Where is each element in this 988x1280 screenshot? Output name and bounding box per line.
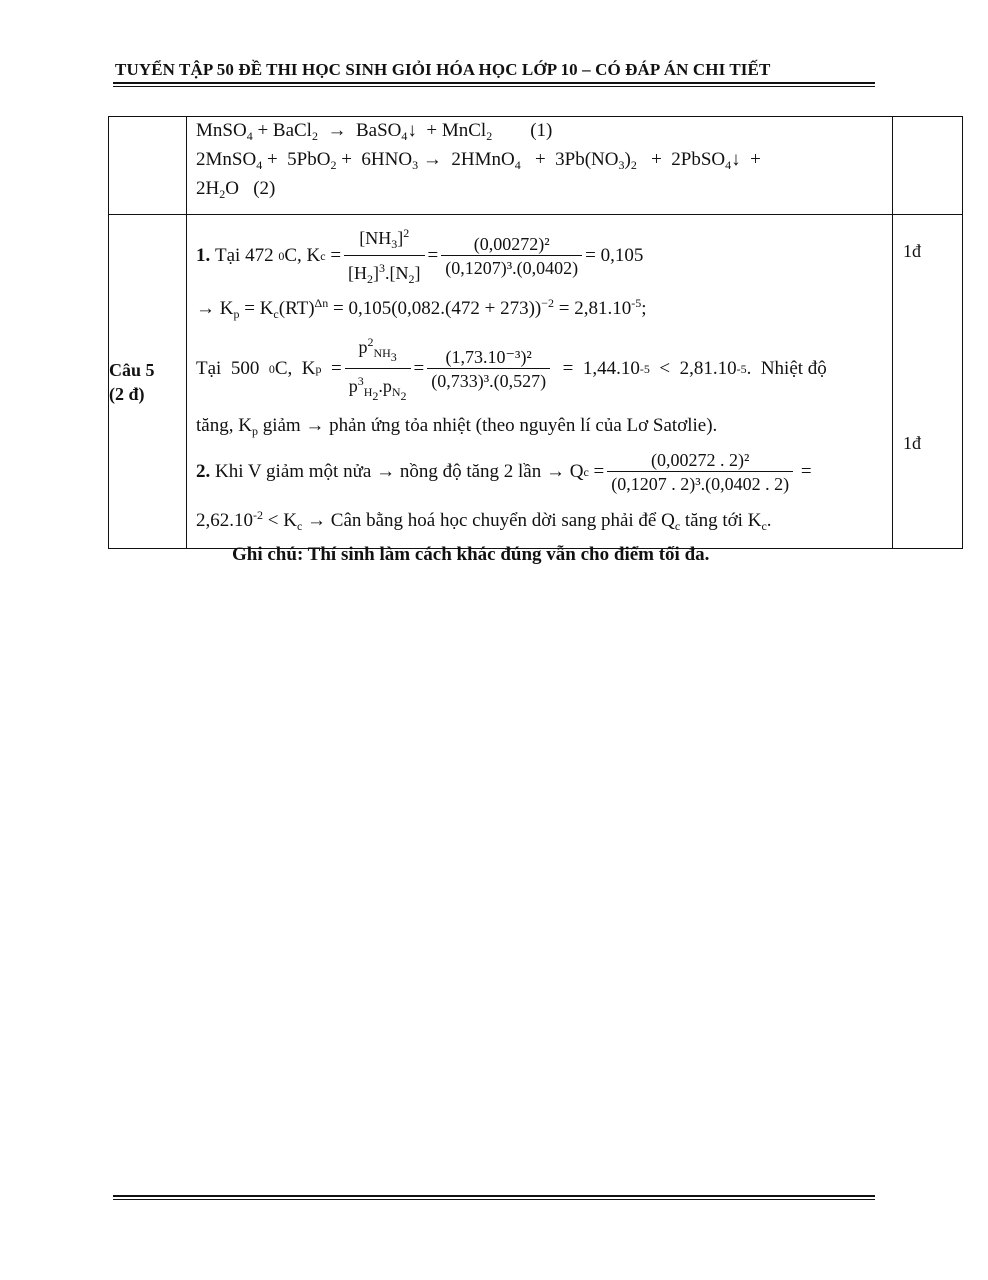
qc-equals: = — [800, 461, 812, 482]
header-rule-thin — [113, 86, 875, 87]
kc-result: = 0,105 — [585, 245, 644, 266]
table-row — [109, 117, 963, 215]
kp-line: → $K_p = K_c(RT)^{\Delta n} = 0,105(0,082.(472 + 273))^{-2} = 2,81.10^{-5}$; — [196, 296, 647, 321]
footnote: Ghi chú: Thí sinh làm cách khác đúng vẫn cho điểm tối đa. — [232, 544, 710, 565]
equation-2: 2MnSO$_4$ + $5PbO_2 + 6HNO_3$ → 2HMnO$_4$ + $3Pb(NO_3)_2$ + 2PbSO$_4$↓ + — [196, 149, 761, 172]
score-cell-empty — [893, 117, 963, 215]
answer-table — [108, 116, 963, 549]
qc-fraction: $\frac{\text{(0,00272 . 2)²}}{\text{(0,1207 . 2)³.(0,0402 . 2)}}$ — [607, 450, 793, 494]
question-points: (2 đ) — [109, 383, 145, 404]
question-label: Câu 5 — [109, 359, 155, 380]
qc-line: 2. Khi V giảm một nửa → nồng độ tăng 2 lần → Q c = $\frac{\text{(0,00272 . 2)²}}{\text{(0,1207 . 2)³.(0,0402 . 2)}}$ = — [196, 450, 812, 494]
question-label-cell — [109, 215, 187, 549]
score-cell — [893, 215, 963, 549]
score-part-1: 1đ — [903, 241, 921, 261]
equation-2-cont: $2H_2O$ (2) — [196, 178, 276, 201]
kc-value-fraction: $\frac{\text{(0,00272)²}}{\text{(0,1207)³.(0,0402)}}$ — [441, 234, 582, 278]
page-header-title: TUYỂN TẬP 50 ĐỀ THI HỌC SINH GIỎI HÓA HỌC LỚP 10 – CÓ ĐÁP ÁN CHI TIẾT — [115, 60, 771, 79]
conclusion-1: tăng, $K_p$ giảm → phản ứng tỏa nhiệt (theo nguyên lí của Lơ Satơlie). — [196, 415, 718, 438]
score-part-2: 1đ — [903, 433, 921, 453]
part-2-number: 2. — [196, 461, 211, 482]
equation-1: MnSO$_4$ + BaCl$_2$ → BaSO$_4$↓ + MnCl$_2$ (1) — [196, 120, 553, 143]
answer-cell — [187, 215, 893, 549]
kp-expression-fraction: $\frac{p^2_{NH_3}}{p^3_{H_2}.p_{N_2}}$ — [345, 332, 411, 406]
kp500-line: Tại 500 0 C, K p = $\frac{p^2_{NH_3}}{p^3_{H_2}.p_{N_2}}$ = $\frac{\text{(1,73.10⁻³)²}}{\text{(0,733)³.(0,527)}}$ = 1,44.10 -5 < 2,81.10 -5 . Nhiệt độ — [196, 332, 892, 406]
footer-rule — [113, 1195, 875, 1197]
answer-cell — [187, 117, 893, 215]
kp-value-fraction: $\frac{\text{(1,73.10⁻³)²}}{\text{(0,733)³.(0,527)}}$ — [427, 347, 550, 391]
conclusion-2: $2,62.10^{-2} < K_c$ → Cân bằng hoá học chuyển dời sang phải để $Q_c$ tăng tới $K_c$. — [196, 508, 772, 533]
footer-rule-thin — [113, 1199, 875, 1200]
question-cell-empty — [109, 117, 187, 215]
table-row — [109, 215, 963, 549]
header-rule — [113, 82, 875, 84]
kc-line: 1. Tại 472 0 C, K c = $\frac{[NH_3]^2}{[H_2]^3.[N_2]}$ = $\frac{\text{(0,00272)²}}{\text{(0,1207)³.(0,0402)}}$ = 0,105 — [196, 223, 892, 289]
part-1-number: 1. — [196, 245, 211, 266]
kc-expression-fraction: $\frac{[NH_3]^2}{[H_2]^3.[N_2]}$ — [344, 223, 425, 289]
